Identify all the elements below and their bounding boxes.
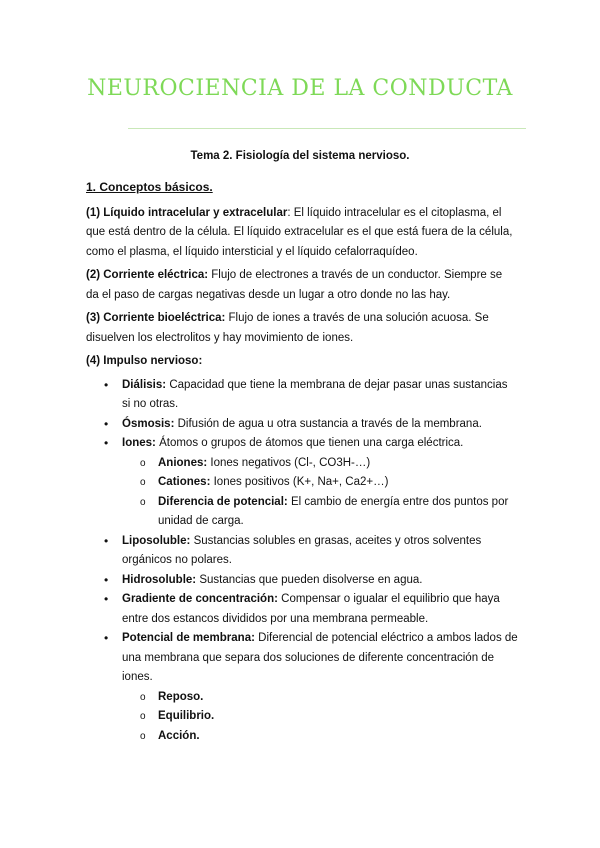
concept-term: (1) Líquido intracelular y extracelular xyxy=(86,206,288,219)
concept-paragraph xyxy=(86,204,518,263)
item-term: Reposo. xyxy=(158,690,204,703)
item-term: Gradiente de concentración: xyxy=(122,593,278,605)
title-divider xyxy=(128,128,526,129)
term-separator: : xyxy=(287,206,294,219)
concept-text: Flujo de iones a través de una solución acuosa. Se disuelven los electrolitos y hay movimiento de iones. xyxy=(86,312,489,344)
item-text: Iones positivos (K+, Na+, Ca2+…) xyxy=(213,476,389,488)
item-text: Iones negativos (Cl-, CO3H-…) xyxy=(210,456,371,469)
sublist-item xyxy=(122,493,518,532)
list-item xyxy=(86,590,518,629)
item-text: El cambio de energía entre dos puntos por unidad de carga. xyxy=(158,495,509,527)
item-term: Diálisis: xyxy=(122,378,167,391)
item-term: Aniones: xyxy=(158,456,208,469)
list-item xyxy=(86,532,518,571)
concept-text: El líquido intracelular es el citoplasma, el que está dentro de la célula. El líquido extracelular es el que está fuera de la célula, como el plasma, el líquido intersticial y el líquido cefalorraquídeo. xyxy=(86,206,513,258)
item-term: Acción. xyxy=(158,729,200,742)
document-body xyxy=(86,178,518,746)
item-term: Iones: xyxy=(122,437,156,449)
sublist-item xyxy=(122,727,518,747)
concept-paragraph xyxy=(86,266,518,305)
item-text: Diferencial de potencial eléctrico a ambos lados de una membrana que separa dos soluciones de diferente concentración de iones. xyxy=(122,632,518,683)
sublist-item xyxy=(122,473,518,493)
list-item xyxy=(86,571,518,591)
concept-term: (2) Corriente eléctrica: xyxy=(86,269,209,281)
item-text: Compensar o igualar el equilibrio que haya entre dos estancos divididos por una membrana permeable. xyxy=(122,593,500,625)
sublist-item xyxy=(122,707,518,727)
list-item xyxy=(86,415,518,435)
impulse-heading-text: (4) Impulso nervioso: xyxy=(86,355,203,367)
list-item xyxy=(86,434,518,532)
sublist-item xyxy=(122,688,518,708)
item-term: Hidrosoluble: xyxy=(122,573,197,586)
potential-sublist xyxy=(122,688,518,747)
section-heading: 1. Conceptos básicos. xyxy=(86,180,213,194)
item-text: Sustancias solubles en grasas, aceites y otros solventes orgánicos no polares. xyxy=(122,534,482,566)
item-term: Liposoluble: xyxy=(122,534,191,547)
concept-text: Flujo de electrones a través de un conductor. Siempre se da el paso de cargas negativas desde un lugar a otro donde no las hay. xyxy=(86,269,503,301)
document-title: NEUROCIENCIA DE LA CONDUCTA xyxy=(87,76,513,101)
concept-term: (3) Corriente bioeléctrica: xyxy=(86,312,226,324)
item-term: Equilibrio. xyxy=(158,710,215,722)
item-text: Sustancias que pueden disolverse en agua. xyxy=(199,573,423,586)
item-term: Diferencia de potencial: xyxy=(158,495,288,508)
item-term: Ósmosis: xyxy=(122,417,175,430)
item-term: Potencial de membrana: xyxy=(122,632,255,644)
item-text: Átomos o grupos de átomos que tienen una carga eléctrica. xyxy=(159,437,464,449)
item-text: Capacidad que tiene la membrana de dejar pasar unas sustancias si no otras. xyxy=(122,378,508,410)
topic-subtitle: Tema 2. Fisiología del sistema nervioso. xyxy=(190,150,410,162)
ion-sublist xyxy=(122,454,518,532)
item-term: Cationes: xyxy=(158,476,211,488)
list-item xyxy=(86,376,518,415)
sublist-item xyxy=(122,454,518,474)
impulse-heading xyxy=(86,352,518,372)
list-item xyxy=(86,629,518,746)
item-text: Difusión de agua u otra sustancia a través de la membrana. xyxy=(177,417,482,430)
concept-paragraph xyxy=(86,309,518,348)
impulse-list xyxy=(86,376,518,747)
